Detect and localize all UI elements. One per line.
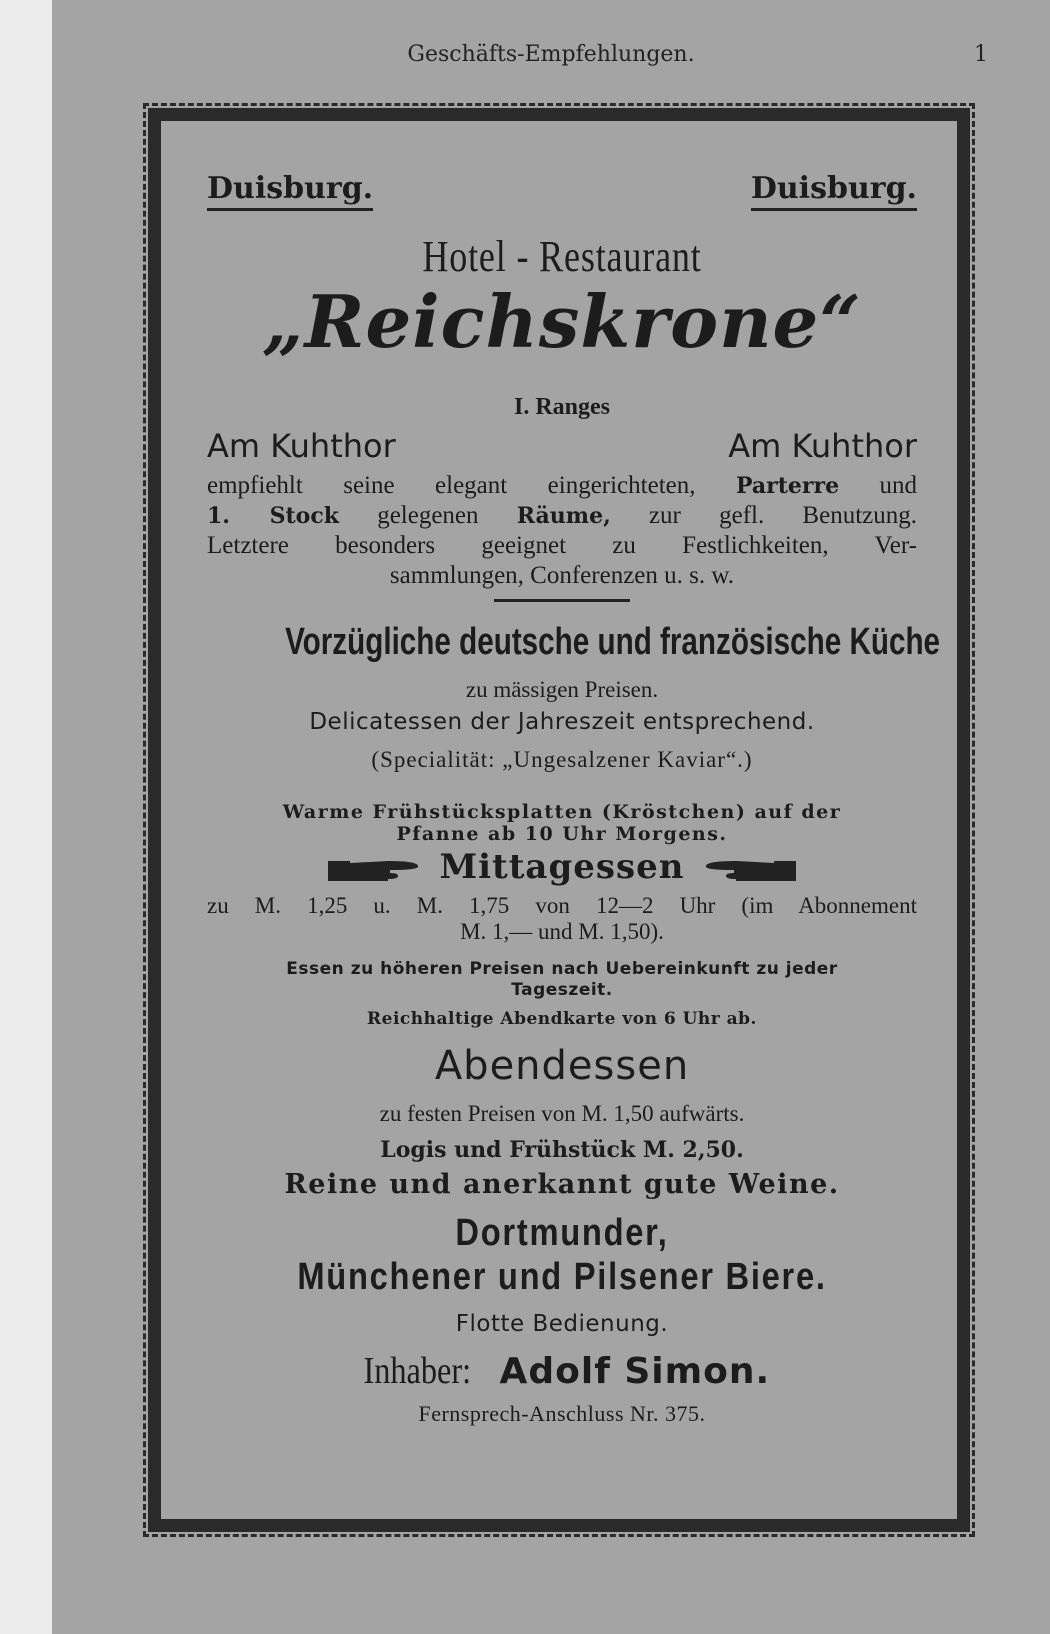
speciality: (Specialität: „Ungesalzener Kaviar“.): [371, 747, 753, 772]
lunch-heading: [207, 847, 917, 889]
evening-menu: Reichhaltige Abendkarte von 6 Uhr ab.: [367, 1009, 757, 1029]
hotel-rank: I. Ranges: [513, 394, 610, 420]
lunch-price-line: zu M. 1,25 u. M. 1,75 von 12—2 Uhr (im Abonnement: [207, 893, 917, 918]
cuisine-heading: Vorzügliche deutsche und französische Küche: [285, 621, 941, 663]
hotel-name: „Reichskrone“: [262, 279, 862, 364]
higher-prices-note: [207, 959, 917, 1001]
divider-rule: [494, 599, 630, 602]
page-margin: [0, 0, 52, 1634]
lunch-title: Mittagessen: [439, 847, 685, 887]
description-text: empfiehlt seine elegant eingerichteten,: [207, 472, 696, 499]
beers: [257, 1211, 868, 1299]
advertisement-content: [207, 121, 941, 1519]
breakfast-line: Pfanne ab 10 Uhr Morgens.: [396, 823, 728, 845]
beers-line: Münchener und Pilsener Biere.: [297, 1256, 827, 1298]
city-heading-left: Duisburg.: [207, 171, 373, 211]
running-title: Geschäfts-Empfehlungen.: [407, 42, 695, 67]
lunch-price-line: M. 1,— und M. 1,50).: [460, 919, 664, 944]
dinner-price: zu festen Preisen von M. 1,50 aufwärts.: [379, 1101, 745, 1126]
moderate-prices: zu mässigen Preisen.: [465, 677, 659, 702]
city-heading-right: Duisburg.: [751, 171, 917, 211]
description-text: zur gefl. Benutzung.: [648, 502, 917, 529]
dinner-title: Abendessen: [434, 1043, 690, 1089]
street-address-right: Am Kuhthor: [728, 427, 917, 465]
owner-label: Inhaber:: [363, 1350, 471, 1392]
description-emphasis: 1. Stock: [207, 503, 339, 529]
pointing-hand-left-icon: [704, 855, 796, 879]
page-number: 1: [974, 42, 988, 67]
hotel-type: Hotel - Restaurant: [422, 232, 702, 281]
higher-prices-line: Tageszeit.: [511, 980, 613, 1000]
pointing-hand-right-icon: [328, 855, 420, 879]
lunch-prices: [207, 893, 917, 945]
owner: [207, 1349, 917, 1393]
beers-line: Dortmunder,: [455, 1212, 669, 1254]
description-paragraph: [207, 471, 917, 591]
description-line: Letztere besonders geeignet zu Festlichkeiten, Ver-: [207, 532, 917, 559]
advertisement-frame: [148, 108, 970, 1532]
description-emphasis: Parterre: [735, 473, 840, 499]
delicacies: Delicatessen der Jahreszeit entsprechend.: [309, 709, 815, 735]
breakfast-offer: [207, 801, 917, 845]
street-address-left: Am Kuhthor: [207, 427, 396, 465]
description-line: sammlungen, Conferenzen u. s. w.: [389, 562, 735, 589]
running-head: [52, 42, 1050, 82]
wines: Reine und anerkannt gute Weine.: [284, 1169, 840, 1200]
lodging: Logis und Frühstück M. 2,50.: [380, 1137, 744, 1163]
breakfast-line: Warme Frühstücksplatten (Kröstchen) auf der: [282, 801, 842, 823]
owner-name: Adolf Simon.: [499, 1351, 771, 1392]
service: Flotte Bedienung.: [455, 1311, 669, 1337]
description-text: und: [879, 472, 918, 499]
phone: Fernsprech-Anschluss Nr. 375.: [418, 1401, 706, 1426]
description-text: gelegenen: [377, 502, 479, 529]
higher-prices-line: Essen zu höheren Preisen nach Uebereinkunft zu jeder: [286, 959, 838, 979]
description-emphasis: Räume,: [516, 503, 611, 529]
